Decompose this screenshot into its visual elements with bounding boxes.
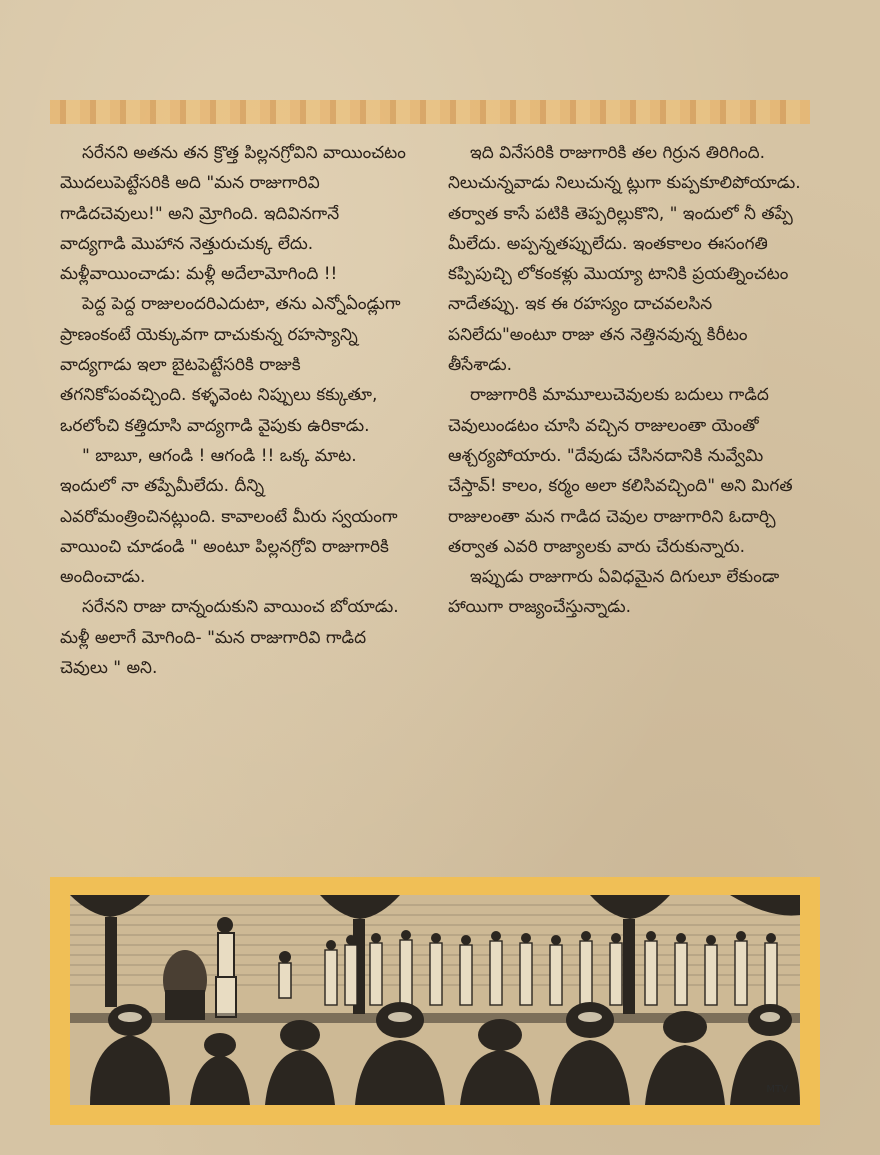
artist-signature: MTV: [766, 1084, 788, 1095]
paragraph: ఇప్పుడు రాజుగారు ఏవిధమైన దిగులూ లేకుండా హాయిగా రాజ్యంచేస్తున్నాడు.: [448, 567, 780, 618]
court-scene-drawing: [70, 895, 800, 1105]
paragraph: ఇది వినేసరికి రాజుగారికి తల గిర్రున తిరిగింది. నిలుచున్నవాడు నిలుచున్న ట్లుగా కుప్పకూలిపోయాడు. తర్వాత కాసే పటికి తెప్పరిల్లుకొని, " ఇందులో నీ తప్పే మీలేదు. అప్పన్నతప్పులేదు. ఇంతకాలం ఈసంగతి కప్పిపుచ్చి లోకంకళ్లు మొయ్యా టానికి ప్రయత్నించటం నాదేతప్పు. ఇక ఈ రహస్యం దాచవలసిన పనిలేదు"అంటూ రాజు తన నెత్తినవున్న కిరీటం తీసేశాడు.: [448, 143, 801, 376]
illustration-frame: [50, 877, 820, 1125]
paragraph: పెద్ద పెద్ద రాజులందరిఎదుటా, తను ఎన్నోఏండ్లుగా ప్రాణంకంటే యెక్కువగా దాచుకున్న రహస్యాన్ని వాద్యగాడు ఇలా బైటపెట్టేసరికి రాజుకి తగనికోపంవచ్చింది. కళ్ళవెంట నిప్పులు కక్కుతూ, ఒరలోంచి కత్తిదూసి వాద్యగాడి వైపుకు ఉరికాడు.: [60, 294, 401, 436]
decorative-border-strip: [50, 100, 810, 124]
left-text-column: [60, 138, 410, 683]
paragraph: రాజుగారికి మామూలుచెవులకు బదులు గాడిద చెవులుండటం చూసి వచ్చిన రాజులంతా యెంతో ఆశ్చర్యపోయారు. "దేవుడు చేసినదానికి నువ్వేమి చేస్తావ్! కాలం, కర్మం అలా కలిసివచ్చింది" అని మిగత రాజులంతా మన గాడిద చెవుల రాజుగారిని ఓదార్చి తర్వాత ఎవరి రాజ్యాలకు వారు చేరుకున్నారు.: [448, 385, 793, 557]
right-text-column: [448, 138, 808, 623]
paragraph: సరేనని అతను తన క్రొత్త పిల్లనగ్రోవిని వాయించటం మొదలుపెట్టేసరికి అది "మన రాజుగారివి గాడిదచెవులు!" అని మ్రోగింది. ఇదివినగానే వాద్యగాడి మొహాన నెత్తురుచుక్క లేదు. మళ్లీవాయించాడు: మళ్లీ అదేలామోగింది !!: [60, 143, 406, 285]
court-scene-illustration: [70, 895, 800, 1105]
paragraph: సరేనని రాజు దాన్నందుకుని వాయించ బోయాడు. మళ్లీ అలాగే మోగింది- "మన రాజుగారివి గాడిద చెవులు " అని.: [60, 597, 399, 679]
paragraph: " బాబూ, ఆగండి ! ఆగండి !! ఒక్క మాట. ఇందులో నా తప్పేమీలేదు. దీన్ని ఎవరోమంత్రించినట్లుంది. కావాలంటే మీరు స్వయంగా వాయించి చూడండి " అంటూ పిల్లనగ్రోవి రాజుగారికి అందించాడు.: [60, 445, 398, 588]
